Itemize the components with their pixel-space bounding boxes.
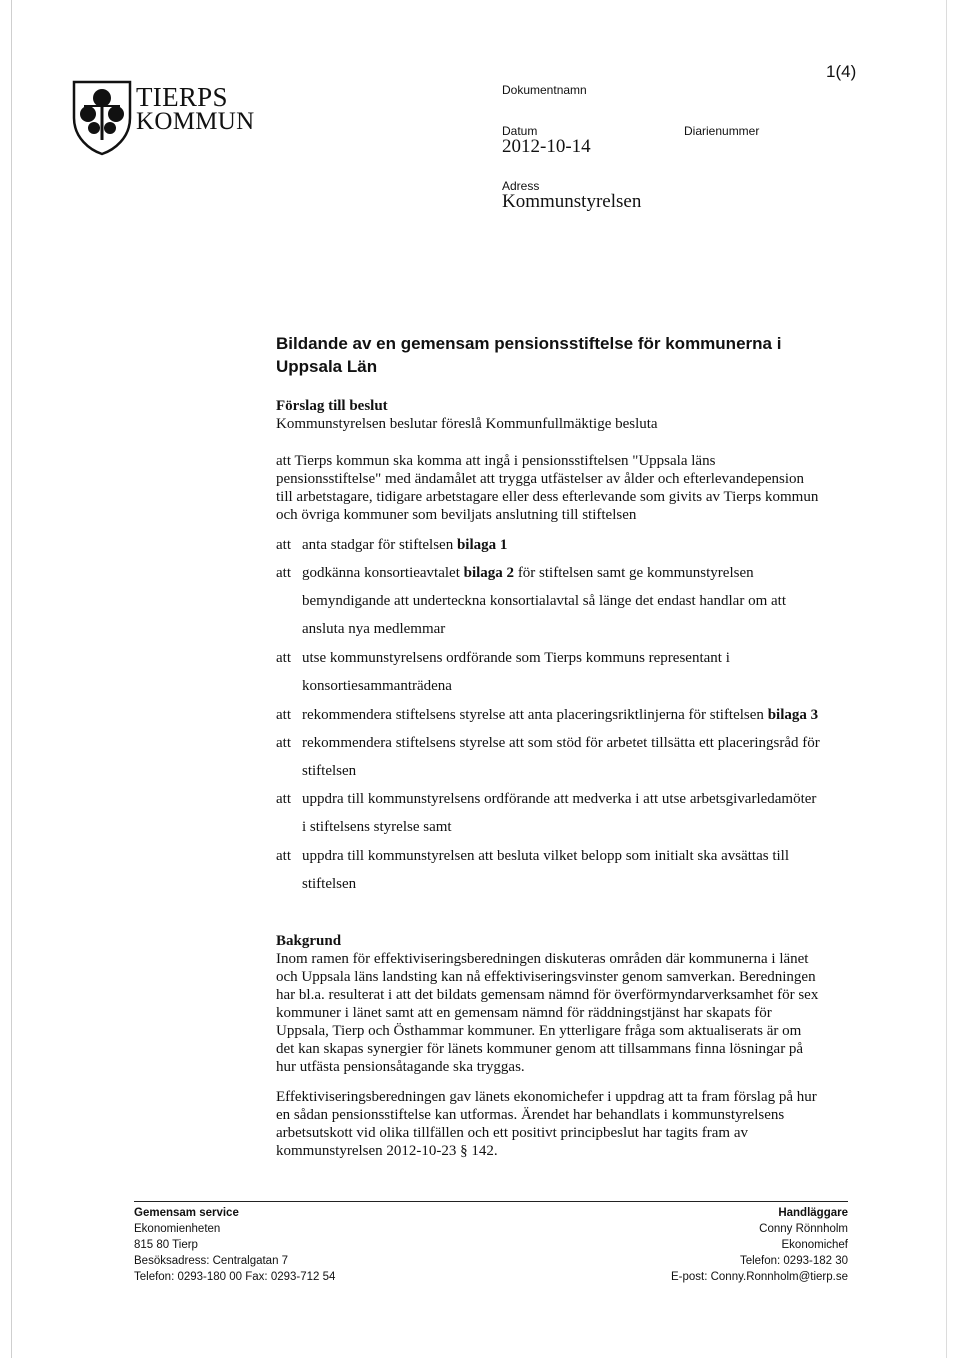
logo-tierps: TIERPS bbox=[136, 82, 228, 112]
first-att-line: och övriga kommuner som beviljats anslutning till stiftelsen bbox=[276, 507, 637, 523]
background-paragraph-2 bbox=[276, 1088, 856, 1160]
att-bilaga: bilaga 2 bbox=[463, 565, 515, 581]
paragraph-line: det kan skapas synergier för länets kommuner genom att tillsammans finna lösningar på bbox=[276, 1041, 804, 1057]
footer-left-line: Ekonomienheten bbox=[134, 1223, 221, 1235]
first-att-paragraph bbox=[276, 452, 856, 524]
footer-divider bbox=[134, 1201, 848, 1202]
paragraph-line: kommuner i länet samt att en gemensam nämnd för räddningstjänst har skapats för bbox=[276, 1005, 772, 1021]
footer-right-line: Conny Rönnholm bbox=[759, 1223, 848, 1235]
att-text: godkänna konsortieavtalet bbox=[302, 565, 464, 581]
scan-edge-left bbox=[11, 0, 12, 1358]
adress-label: Adress bbox=[502, 179, 540, 193]
att-bilaga: bilaga 3 bbox=[767, 707, 819, 723]
att-text: uppdra till kommunstyrelsen att besluta vilket belopp som initialt ska avsättas till bbox=[302, 848, 790, 864]
att-item-6-cont-1: i stiftelsens styrelse samt bbox=[302, 819, 452, 835]
att-item-5-cont-1: stiftelsen bbox=[302, 763, 357, 779]
footer-left-line: 815 80 Tierp bbox=[134, 1239, 198, 1251]
background-paragraph-1 bbox=[276, 950, 856, 1076]
att-item-6 bbox=[276, 790, 816, 808]
paragraph-line: och Uppsala läns landsting kan nå effektiviseringsvinster genom samverkan. Beredningen bbox=[276, 969, 816, 985]
document-title bbox=[276, 332, 781, 378]
att-item-2-cont-2: ansluta nya medlemmar bbox=[302, 621, 446, 637]
att-text: rekommendera stiftelsens styrelse att anta placeringsriktlinjerna för stiftelsen bbox=[302, 707, 768, 723]
title-line-1: Bildande av en gemensam pensionsstiftelse för kommunerna i bbox=[276, 334, 782, 353]
footer-email[interactable]: E-post: Conny.Ronnholm@tierp.se bbox=[670, 1271, 848, 1283]
paragraph-line: en sådan pensionsstiftelse kan utformas. Ärendet har behandlats i kommunstyrelsens bbox=[276, 1107, 785, 1123]
att-item-1 bbox=[276, 536, 507, 554]
att-word: att bbox=[276, 791, 291, 807]
footer-right-line: Ekonomichef bbox=[781, 1239, 848, 1251]
att-word: att bbox=[276, 848, 291, 864]
paragraph-line: Effektiviseringsberedningen gav länets ekonomichefer i uppdrag att ta fram förslag på hur bbox=[276, 1089, 817, 1105]
paragraph-line: hur utfästa pensionsåtagande ska tryggas. bbox=[276, 1059, 525, 1075]
logo-kommun: KOMMUN bbox=[136, 108, 255, 135]
att-text: utse kommunstyrelsens ordförande som Tierps kommuns representant i bbox=[302, 650, 730, 666]
att-text: rekommendera stiftelsens styrelse att som stöd för arbetet tillsätta ett placeringsråd för bbox=[302, 735, 820, 751]
att-word: att bbox=[276, 537, 291, 553]
footer-right bbox=[671, 1205, 848, 1285]
first-att-line: att Tierps kommun ska komma att ingå i pensionsstiftelsen "Uppsala läns bbox=[276, 453, 716, 469]
footer-left-heading: Gemensam service bbox=[134, 1207, 239, 1219]
datum-value: 2012-10-14 bbox=[502, 136, 591, 157]
datum-label: Datum bbox=[502, 124, 538, 138]
att-text: anta stadgar för stiftelsen bbox=[302, 537, 457, 553]
att-item-2 bbox=[276, 564, 754, 582]
footer-right-heading: Handläggare bbox=[778, 1207, 848, 1219]
paragraph-line: Inom ramen för effektiviseringsberedningen diskuteras områden där kommunerna i länet bbox=[276, 951, 809, 967]
att-item-7-cont-1: stiftelsen bbox=[302, 876, 357, 892]
title-line-2: Uppsala Län bbox=[276, 357, 378, 376]
proposal-intro: Kommunstyrelsen beslutar föreslå Kommunfullmäktige besluta bbox=[276, 416, 658, 432]
att-item-3-cont-1: konsortiesammanträdena bbox=[302, 678, 452, 694]
paragraph-line: arbetsutskott vid olika tillfällen och ett positivt principbeslut har tagits fram av bbox=[276, 1125, 748, 1141]
paragraph-line: Uppsala, Tierp och Östhammar kommuner. En ytterligare fråga som aktualiserats är om bbox=[276, 1023, 802, 1039]
att-word: att bbox=[276, 565, 291, 581]
page-number: 1(4) bbox=[826, 62, 857, 81]
att-word: att bbox=[276, 707, 291, 723]
att-text-after: för stiftelsen samt ge kommunstyrelsen bbox=[514, 565, 754, 581]
dokumentnamn-label: Dokumentnamn bbox=[502, 83, 587, 97]
footer-left-line: Telefon: 0293-180 00 Fax: 0293-712 54 bbox=[134, 1271, 336, 1283]
paragraph-line: kommunstyrelsen 2012-10-23 § 142. bbox=[276, 1143, 498, 1159]
att-item-5 bbox=[276, 734, 820, 752]
background-heading: Bakgrund bbox=[276, 933, 342, 949]
diarienummer-label: Diarienummer bbox=[684, 124, 760, 138]
att-word: att bbox=[276, 735, 291, 751]
first-att-line: pensionsstiftelse" med ändamålet att trygga utfästelser av ålder och efterlevandepension bbox=[276, 471, 805, 487]
municipality-crest-icon bbox=[70, 78, 134, 156]
footer-left-line: Besöksadress: Centralgatan 7 bbox=[134, 1255, 289, 1267]
att-bilaga: bilaga 1 bbox=[456, 537, 508, 553]
footer-right-line: Telefon: 0293-182 30 bbox=[739, 1255, 848, 1267]
att-item-2-cont-1: bemyndigande att underteckna konsortialavtal så länge det endast handlar om att bbox=[302, 593, 786, 609]
scan-edge-right bbox=[946, 0, 947, 1358]
adress-value: Kommunstyrelsen bbox=[502, 191, 642, 212]
first-att-line: till arbetstagare, tidigare arbetstagare eller dess efterlevande som givits av Tierps kommun bbox=[276, 489, 819, 505]
att-text: uppdra till kommunstyrelsens ordförande att medverka i att utse arbetsgivarledamöter bbox=[302, 791, 817, 807]
proposal-heading: Förslag till beslut bbox=[276, 398, 388, 414]
att-item-4 bbox=[276, 706, 818, 724]
paragraph-line: har bl.a. resulterat i att det bildats gemensam nämnd för överförmyndarverksamhet för sex bbox=[276, 987, 819, 1003]
footer-left bbox=[134, 1205, 335, 1285]
att-item-7 bbox=[276, 847, 789, 865]
att-word: att bbox=[276, 650, 291, 666]
att-item-3 bbox=[276, 649, 730, 667]
